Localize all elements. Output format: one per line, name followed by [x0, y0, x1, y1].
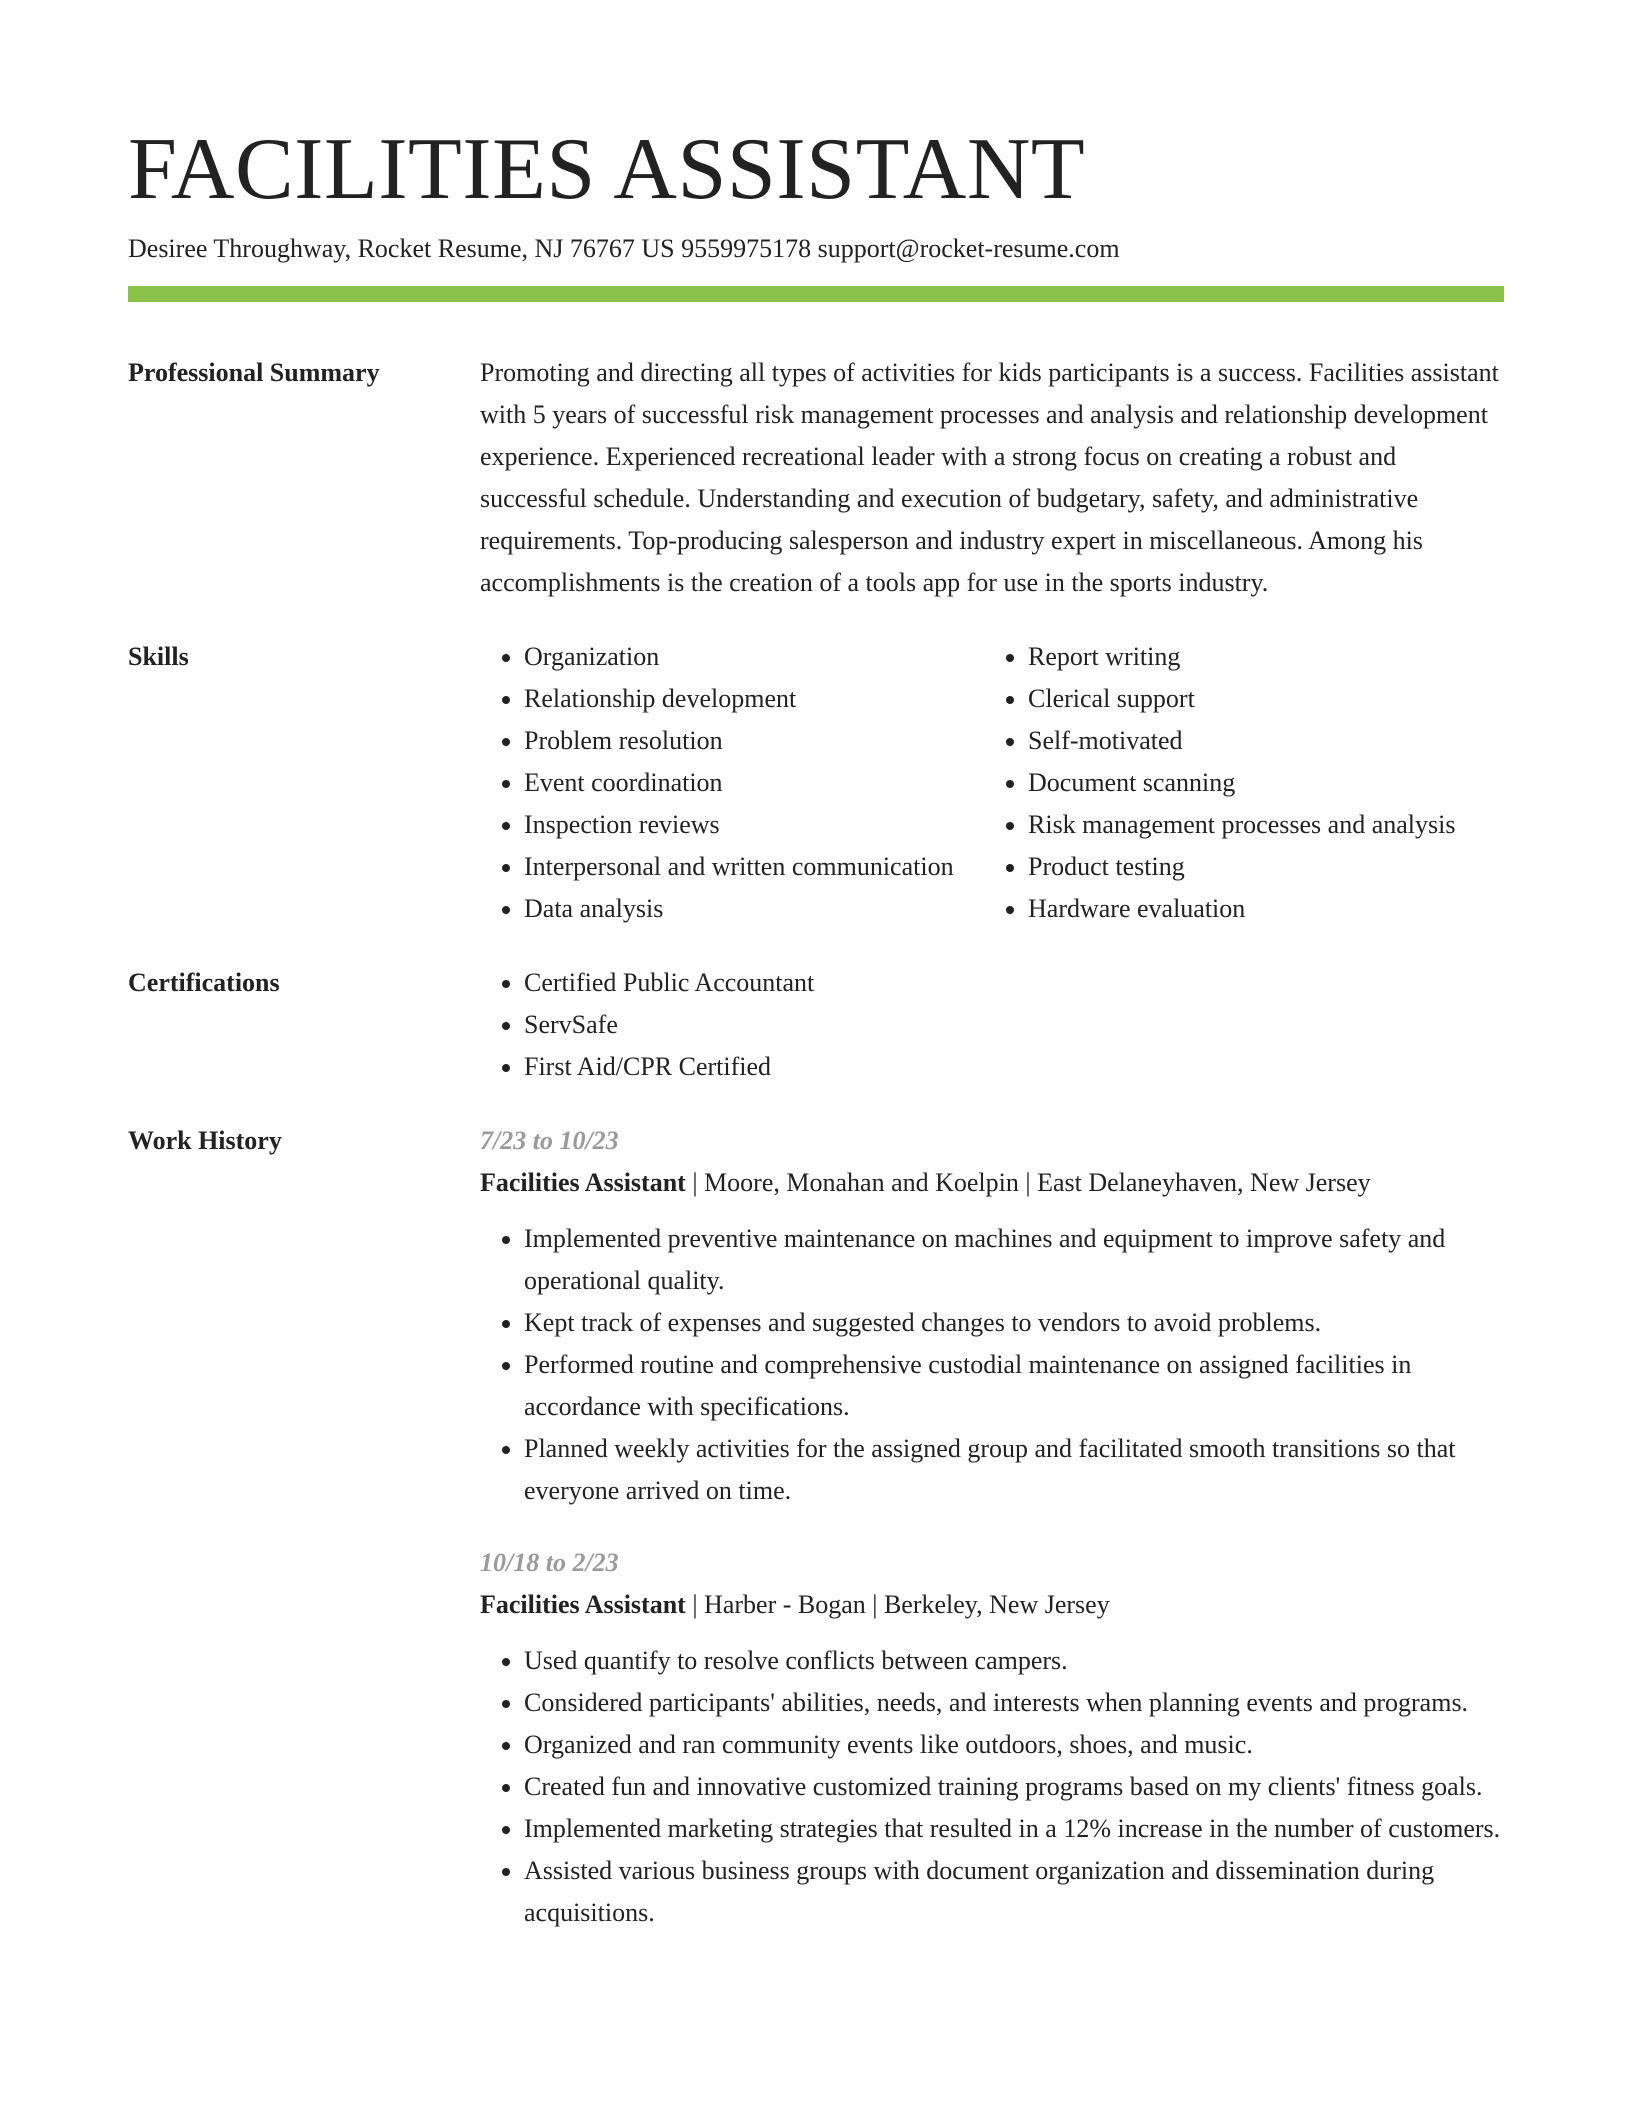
- header-divider: [128, 286, 1504, 302]
- skill-item: • Self-motivated: [1028, 720, 1504, 762]
- job-dates: 10/18 to 2/23: [480, 1548, 619, 1577]
- skill-item: • Relationship development: [524, 678, 984, 720]
- job-bullet: • Assisted various business groups with document organization and dissemination during acquisitions.: [524, 1850, 1504, 1934]
- certification-item: • First Aid/CPR Certified: [524, 1046, 1504, 1088]
- contact-address: Desiree Throughway, Rocket Resume, NJ 76767 US: [128, 234, 675, 263]
- job-bullets: [480, 1640, 1504, 1934]
- section-skills: [128, 636, 1504, 930]
- job-employer-location: | Harber - Bogan | Berkeley, New Jersey: [685, 1590, 1110, 1619]
- skill-item: • Risk management processes and analysis: [1028, 804, 1504, 846]
- summary-text: Promoting and directing all types of activities for kids participants is a success. Facilities assistant with 5 years of successful risk management processes and analysis and relationship development experience. Experienced recreational leader with a strong focus on creating a robust and successful schedule. Understanding and execution of budgetary, safety, and administrative requirements. Top-producing salesperson and industry expert in miscellaneous. Among his accomplishments is the creation of a tools app for use in the sports industry.: [480, 358, 1499, 597]
- skill-item: • Clerical support: [1028, 678, 1504, 720]
- job-dates: 7/23 to 10/23: [480, 1126, 619, 1155]
- job-entry: [480, 1120, 1504, 1512]
- job-bullet: • Organized and ran community events like outdoors, shoes, and music.: [524, 1724, 1504, 1766]
- job-bullet: • Created fun and innovative customized training programs based on my clients' fitness goals.: [524, 1766, 1504, 1808]
- section-heading: Certifications: [128, 968, 280, 997]
- job-bullet: • Used quantify to resolve conflicts between campers.: [524, 1640, 1504, 1682]
- skill-item: • Hardware evaluation: [1028, 888, 1504, 930]
- section-work-history: [128, 1120, 1504, 1964]
- section-professional-summary: [128, 352, 1504, 604]
- job-title: Facilities Assistant: [480, 1168, 686, 1197]
- skill-item: • Data analysis: [524, 888, 984, 930]
- skill-item: • Product testing: [1028, 846, 1504, 888]
- skill-item: • Event coordination: [524, 762, 984, 804]
- skill-item: • Problem resolution: [524, 720, 984, 762]
- job-employer-location: | Moore, Monahan and Koelpin | East Delaneyhaven, New Jersey: [685, 1168, 1371, 1197]
- certification-item: • ServSafe: [524, 1004, 1504, 1046]
- job-title: Facilities Assistant: [480, 1590, 686, 1619]
- resume-name: FACILITIES ASSISTANT: [128, 121, 1086, 218]
- job-bullet: • Implemented preventive maintenance on machines and equipment to improve safety and operational quality.: [524, 1218, 1504, 1302]
- job-bullet: • Kept track of expenses and suggested changes to vendors to avoid problems.: [524, 1302, 1504, 1344]
- contact-email: support@rocket-resume.com: [817, 234, 1120, 263]
- job-heading: [480, 1162, 1504, 1204]
- contact-line: [128, 232, 1120, 266]
- job-bullet: • Considered participants' abilities, needs, and interests when planning events and programs.: [524, 1682, 1504, 1724]
- section-heading: Work History: [128, 1126, 282, 1155]
- section-heading: Professional Summary: [128, 358, 380, 387]
- skill-item: • Document scanning: [1028, 762, 1504, 804]
- skill-item: • Organization: [524, 636, 984, 678]
- section-certifications: [128, 962, 1504, 1088]
- job-bullet: • Implemented marketing strategies that resulted in a 12% increase in the number of customers.: [524, 1808, 1504, 1850]
- job-heading: [480, 1584, 1504, 1626]
- job-bullets: [480, 1218, 1504, 1512]
- job-bullet: • Performed routine and comprehensive custodial maintenance on assigned facilities in accordance with specifications.: [524, 1344, 1504, 1428]
- skill-item: • Inspection reviews: [524, 804, 984, 846]
- skill-item: • Interpersonal and written communication: [524, 846, 984, 888]
- certifications-list: [480, 962, 1504, 1088]
- certification-item: • Certified Public Accountant: [524, 962, 1504, 1004]
- skill-item: • Report writing: [1028, 636, 1504, 678]
- skills-list-left: [480, 636, 984, 930]
- job-entry: [480, 1542, 1504, 1934]
- resume-content: [128, 352, 1504, 1996]
- contact-phone: 9559975178: [681, 234, 812, 263]
- section-heading: Skills: [128, 642, 189, 671]
- job-bullet: • Planned weekly activities for the assigned group and facilitated smooth transitions so that everyone arrived on time.: [524, 1428, 1504, 1512]
- skills-list-right: [984, 636, 1504, 930]
